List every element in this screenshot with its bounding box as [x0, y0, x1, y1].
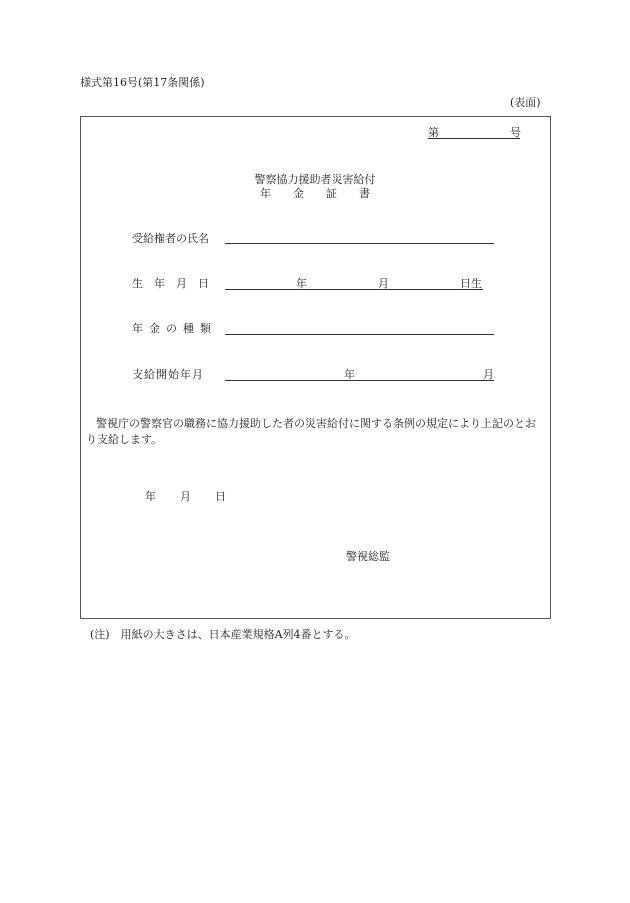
label-char: 月	[176, 277, 187, 290]
side-label: (表面)	[510, 96, 541, 109]
issue-month-unit: 月	[180, 490, 191, 503]
label-char: 年	[154, 277, 165, 290]
issue-year-unit: 年	[145, 490, 156, 503]
signer-title: 警視総監	[346, 550, 390, 563]
label-char: 金	[149, 322, 160, 335]
title-char: 証	[326, 187, 337, 200]
label-char: 生	[132, 277, 143, 290]
recipient-name-line	[225, 243, 494, 244]
birth-year-unit: 年	[296, 277, 307, 290]
title-char: 書	[359, 187, 370, 200]
start-year-unit: 年	[344, 368, 355, 381]
certificate-number-suffix: 号	[510, 126, 521, 139]
form-number: 様式第16号(第17条関係)	[80, 76, 205, 89]
start-month-unit: 月	[483, 368, 494, 381]
birth-month-unit: 月	[378, 277, 389, 290]
pension-type-line	[225, 334, 494, 335]
title-char: 年	[260, 187, 271, 200]
label-char: 年	[132, 322, 143, 335]
payment-start-line	[225, 380, 494, 381]
birth-day-unit: 日生	[460, 277, 482, 290]
label-char: の	[166, 322, 177, 335]
birthdate-label	[132, 277, 209, 291]
paper-size-note: (注) 用紙の大きさは、日本産業規格A列4番とする。	[90, 628, 356, 641]
certificate-number-prefix: 第	[428, 126, 439, 139]
pension-type-label	[132, 322, 211, 336]
certificate-number-line	[428, 138, 520, 139]
recipient-name-label: 受給権者の氏名	[132, 232, 209, 245]
label-char: 日	[198, 277, 209, 290]
certificate-title-line2	[0, 187, 630, 201]
certificate-title-line1: 警察協力援助者災害給付	[254, 173, 376, 186]
issue-day-unit: 日	[215, 490, 226, 503]
label-char: 種	[183, 322, 194, 335]
birthdate-line	[225, 289, 483, 290]
label-char: 類	[200, 322, 211, 335]
title-char: 金	[293, 187, 304, 200]
payment-start-label: 支給開始年月	[132, 368, 204, 381]
statement-text: 警視庁の警察官の職務に協力援助した者の災害給付に関する条例の規定により上記のとおり支給します。	[86, 417, 536, 446]
